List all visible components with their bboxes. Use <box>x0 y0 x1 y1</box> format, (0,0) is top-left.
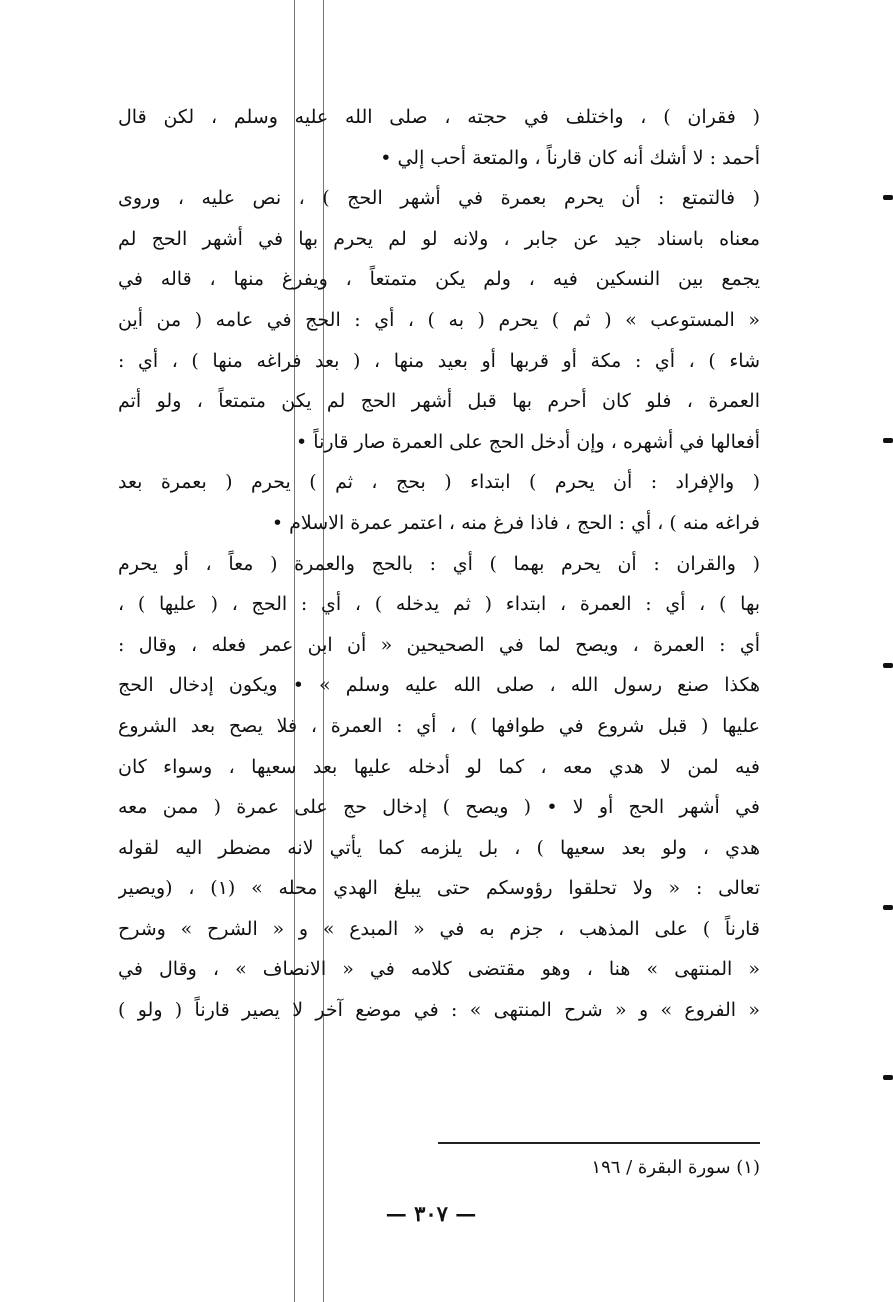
footnote: (١) سورة البقرة / ١٩٦ <box>591 1157 760 1178</box>
text-line: في أشهر الحج أو لا • ( ويصح ) إدخال حج على عمرة ( ممن معه <box>118 796 760 819</box>
margin-mark <box>883 663 893 668</box>
text-line: هدي ، ولو بعد سعيها ) ، بل يلزمه كما يأتي لانه مضطر اليه لقوله <box>118 836 760 859</box>
text-line: ( فالتمتع : أن يحرم بعمرة في أشهر الحج ) ، نص عليه ، وروى <box>118 187 760 210</box>
text-line: ( والقران : أن يحرم بهما ) أي : بالحج والعمرة ( معاً ، أو يحرم <box>118 552 760 575</box>
text-line: « المنتهى » هنا ، وهو مقتضى كلامه في « الانصاف » ، وقال في <box>118 958 760 981</box>
text-line: ( فقران ) ، واختلف في حجته ، صلى الله عليه وسلم ، لكن قال <box>118 106 760 128</box>
text-line: شاء ) ، أي : مكة أو قربها أو بعيد منها ، ( بعد فراغه منها ) ، أي : <box>118 349 760 372</box>
text-line: العمرة ، فلو كان أحرم بها قبل أشهر الحج لم يكن متمتعاً ، ولو أتم <box>118 390 760 413</box>
text-line: فراغه منه ) ، أي : الحج ، فاذا فرغ منه ، اعتمر عمرة الاسلام • <box>271 511 760 534</box>
page-number: — ٣٠٧ — <box>385 1201 477 1226</box>
margin-mark <box>883 438 893 443</box>
text-line: فيه لمن لا هدي معه ، كما لو أدخله عليها بعد سعيها ، وسواء كان <box>118 755 760 778</box>
footnote-rule <box>438 1142 760 1144</box>
text-line: عليها ( قبل شروع في طوافها ) ، أي : العمرة ، فلا يصح بعد الشروع <box>118 714 760 737</box>
text-line: يجمع بين النسكين فيه ، ولم يكن متمتعاً ، ويفرغ منها ، قاله في <box>118 268 760 291</box>
text-line: ( والإفراد : أن يحرم ) ابتداء ( بحج ، ثم ) يحرم ( بعمرة بعد <box>118 471 760 494</box>
text-line: معناه باسناد جيد عن جابر ، ولانه لو لم يحرم بها في أشهر الحج لم <box>118 227 760 250</box>
text-line: « الفروع » و « شرح المنتهى » : في موضع آخر لا يصير قارناً ( ولو ) <box>118 999 760 1022</box>
margin-mark <box>883 1075 893 1080</box>
margin-mark <box>883 195 893 200</box>
text-line: أفعالها في أشهره ، وإن أدخل الحج على العمرة صار قارناً • <box>296 430 760 453</box>
text-line: تعالى : « ولا تحلقوا رؤوسكم حتى يبلغ الهدي محله » (١) ، (ويصير <box>118 877 760 900</box>
text-line: « المستوعب » ( ثم ) يحرم ( به ) ، أي : الحج في عامه ( من أين <box>118 308 760 331</box>
margin-mark <box>883 905 893 910</box>
text-line: أي : العمرة ، ويصح لما في الصحيحين « أن ابن عمر فعله ، وقال : <box>118 633 760 656</box>
text-line: بها ) ، أي : العمرة ، ابتداء ( ثم يدخله ) ، أي : الحج ، ( عليها ) ، <box>118 593 760 616</box>
text-line: هكذا صنع رسول الله ، صلى الله عليه وسلم » • ويكون إدخال الحج <box>118 674 760 697</box>
text-line: قارناً ) على المذهب ، جزم به في « المبدع » و « الشرح » وشرح <box>118 917 760 940</box>
text-line: أحمد : لا أشك أنه كان قارناً ، والمتعة أحب إلي • <box>380 146 760 169</box>
page-body <box>118 97 760 1031</box>
